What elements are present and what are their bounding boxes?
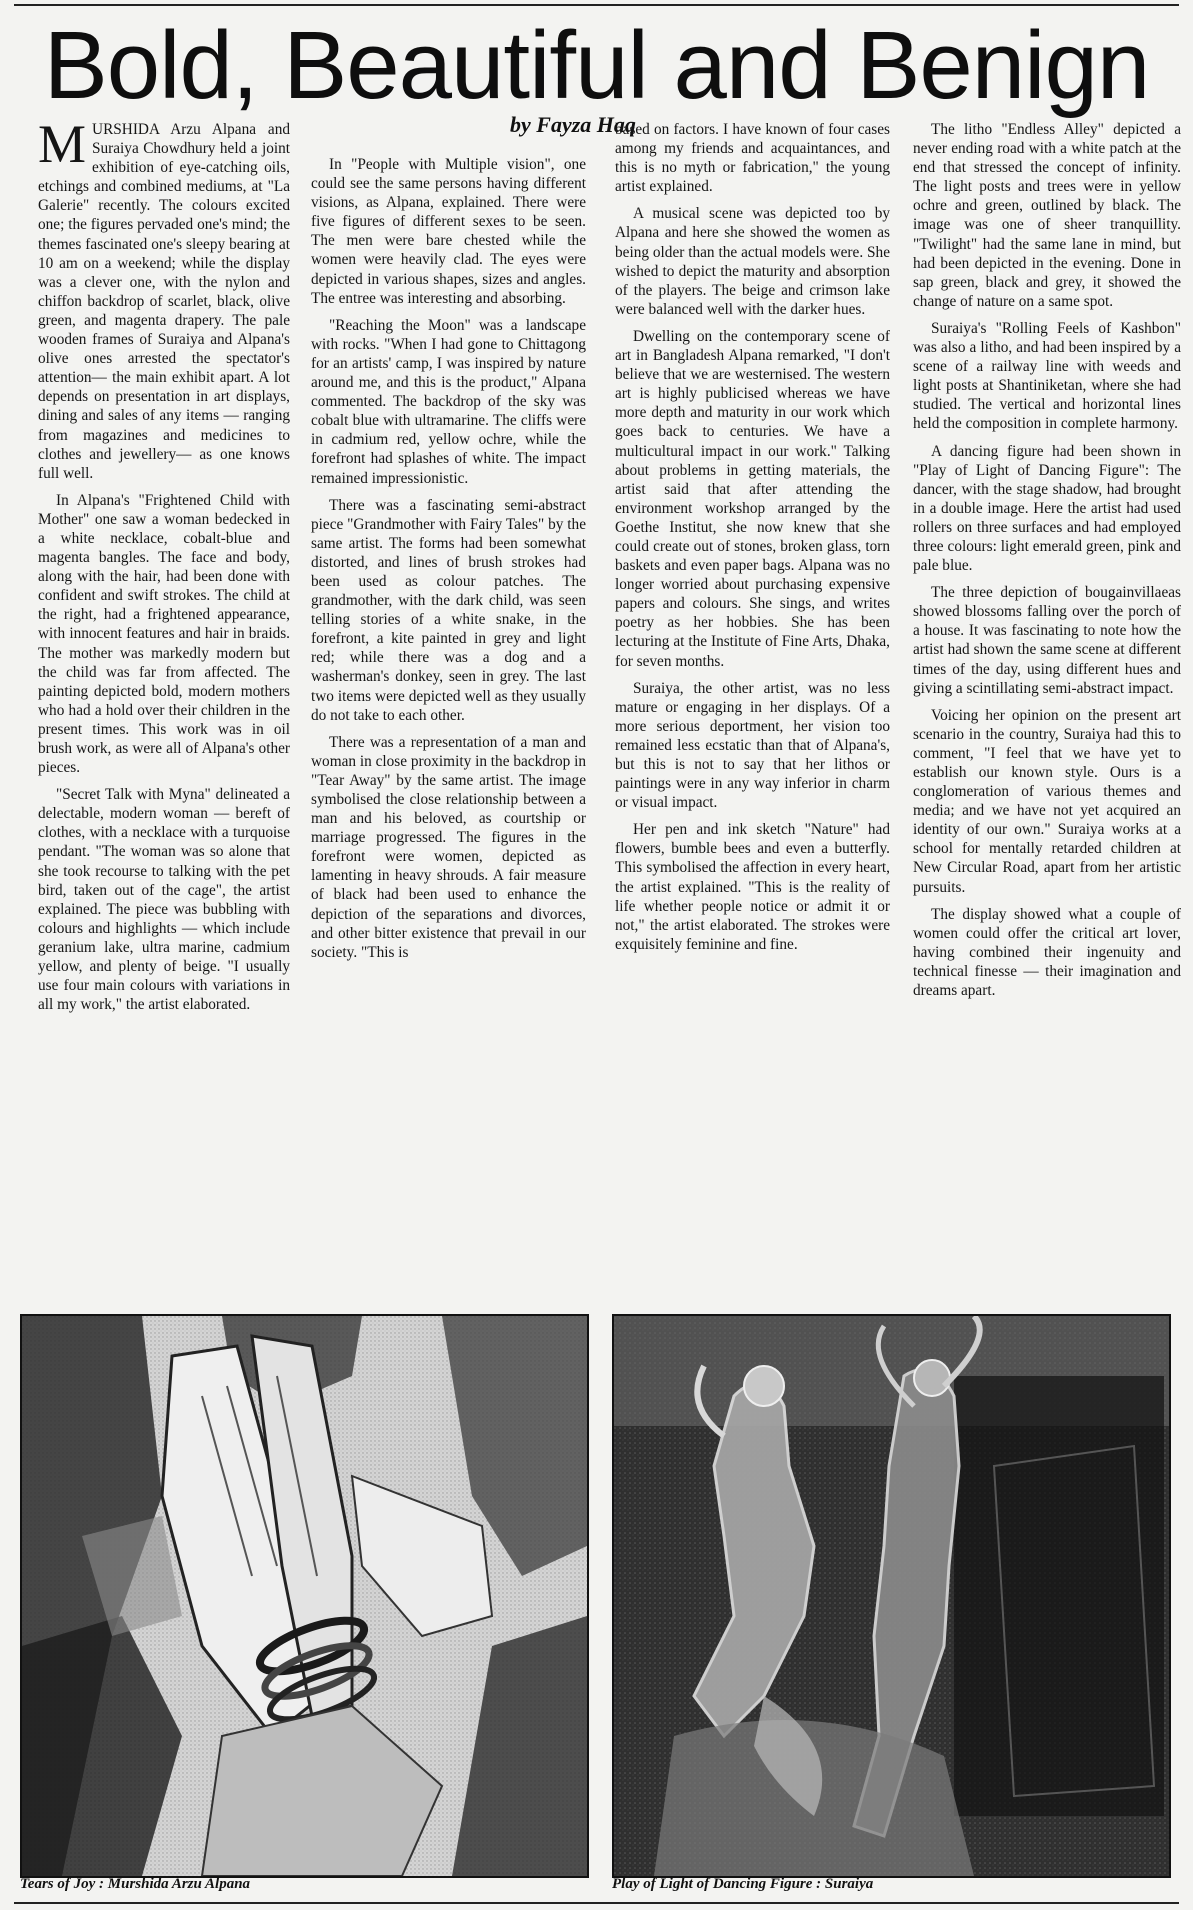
- byline: by Fayza Haq: [510, 112, 636, 137]
- article-paragraph: "Reaching the Moon" was a landscape with rocks. "When I had gone to Chittagong for an artists' camp, I was inspired by nature around me, and this is the product," Alpana commented. The backdrop of the sky was cobalt blue with ultramarine. The cliffs were in cadmium red, yellow ochre, while the forefront had splashes of white. The impact remained impressionistic.: [311, 316, 586, 487]
- photo-caption: Tears of Joy : Murshida Arzu Alpana: [20, 1876, 251, 1892]
- artwork-photo-dancing-figure: [612, 1314, 1171, 1878]
- article-paragraph: A dancing figure had been shown in "Play of Light of Dancing Figure": The dancer, with the stage shadow, had brought in a double image. Here the artist had used rollers on three surfaces and had employed three colours: light emerald green, pink and pale blue.: [913, 442, 1181, 575]
- article-paragraph: There was a fascinating semi-abstract piece "Grandmother with Fairy Tales" by the same artist. The forms had been somewhat distorted, and lines of brush strokes had been used as colour patches. The grandmother, with the dark child, was seen telling stories of a white snake, in the forefront, a kite painted in grey and light red; while there was a dog and a washerman's donkey, seen in grey. The last two items were depicted well as they usually do not take to each other.: [311, 496, 586, 724]
- article-column-2: [311, 155, 586, 1308]
- article-paragraph: "Secret Talk with Myna" delineated a delectable, modern woman — bereft of clothes, with a necklace with a turquoise pendant. "The woman was so alone that she took recourse to talking with the pet bird, taken out of the cage", the artist explained. The piece was bubbling with colours and highlights — which include geranium lake, ultra marine, cadmium yellow, and plenty of beige. "I usually use four main colours with variations in all my work," the artist elaborated.: [38, 786, 290, 1014]
- bottom-rule: [14, 1902, 1179, 1904]
- article-paragraph: The three depiction of bougainvillaeas showed blossoms falling over the porch of a house. It was fascinating to note how the artist had shown the same scene at different times of the day, using different hues and giving a scintillating semi-abstract impact.: [913, 584, 1181, 697]
- article-paragraph: Suraiya, the other artist, was no less mature or engaging in her displays. Of a more serious deportment, her vision too remained less ecstatic than that of Alpana's, but this is not to say that her lithos or paintings were in any way inferior in charm or visual impact.: [615, 679, 890, 812]
- dancing-figure-litho: [614, 1316, 1169, 1876]
- article-paragraph: MURSHIDA Arzu Alpana and Suraiya Chowdhury held a joint exhibition of eye-catching oils, etchings and combined mediums, at "La Galerie" recently. The colours excited one; the figures pervaded one's mind; the themes fascinated one's sleepy bearing at 10 am on a weekend; while the display was a clever one, with the nylon and chiffon backdrop of scarlet, black, olive green, and magenta drapery. The pale wooden frames of Suraiya and Alpana's olive ones arrested the spectator's attention— the main exhibit apart. A lot depends on presentation in art displays, dining and sales of any items — ranging from magazines and medicines to clothes and jewellery— as one knows full well.: [38, 120, 290, 482]
- photo-caption: Play of Light of Dancing Figure : Suraiya: [612, 1876, 874, 1892]
- article-paragraph: In Alpana's "Frightened Child with Mother" one saw a woman bedecked in a white necklace, cobalt-blue and magenta bangles. The face and body, along with the hair, had been done with confident and swift strokes. The child at the right, had a frightened appearance, with innocent features and hair in braids. The mother was markedly modern but the child was far from affected. The painting depicted bold, modern mothers who had a hold over their children in the present times. This work was in oil brush work, as were all of Alpana's other pieces.: [38, 491, 290, 777]
- article-column-3: [615, 120, 890, 1308]
- article-paragraph: Her pen and ink sketch "Nature" had flowers, bumble bees and even a butterfly. This symbolised the affection in every heart, the artist explained. "This is the reality of life whether people notice or admit it or not," the artist elaborated. The strokes were exquisitely feminine and fine.: [615, 821, 890, 953]
- article-paragraph: A musical scene was depicted too by Alpana and here she showed the women as being older than the actual models were. She wished to depict the maturity and absorption of the players. The beige and crimson lake were balanced well with the darker hues.: [615, 205, 890, 318]
- article-paragraph: In "People with Multiple vision", one could see the same persons having different visions, as Alpana, explained. There were five figures of different sexes to be seen. The men were bare chested while the women were heavily clad. The eyes were depicted in various shapes, sizes and angles. The entree was interesting and absorbing.: [311, 156, 586, 307]
- article-paragraph: There was a representation of a man and woman in close proximity in the backdrop in "Tear Away" by the same artist. The image symbolised the close relationship between a man and his beloved, as courtship or marriage progressed. The figures in the forefront were women, depicted as lamenting in heavy shrouds. A fair measure of black had been used to enhance the depiction of the separations and divorces, and other bitter existence that prevail in our society. "This is: [311, 733, 586, 961]
- article-paragraph: Voicing her opinion on the present art scenario in the country, Suraiya had this to comment, "I feel that we have yet to establish our known style. Ours is a conglomeration of various themes and media; and we have not yet acquired an identity of our own." Suraiya works at a school for mentally retarded children at New Circular Road, apart from her artistic pursuits.: [913, 706, 1181, 896]
- article-paragraph: Dwelling on the contemporary scene of art in Bangladesh Alpana remarked, "I don't believe that we are westernised. The western art is highly publicised whereas we have more depth and maturity in our work which goes back to centuries. We have a multicultural impact in our work." Talking about problems in getting materials, the artist said that after attending the environment workshop arranged by the Goethe Institut, she now knew that she could create out of stones, broken glass, torn baskets and even paper bags. Alpana was no longer worried about purchasing expensive papers and colours. She sings, and writes poetry as her hobbies. She has been lecturing at the Institute of Fine Arts, Dhaka, for seven months.: [615, 327, 890, 670]
- top-rule: [14, 4, 1179, 12]
- article-paragraph: Suraiya's "Rolling Feels of Kashbon" was also a litho, and had been inspired by a scene of a railway line with weeds and light posts at Shantiniketan, where she had studied. The vertical and horizontal lines held the composition in complete harmony.: [913, 319, 1181, 433]
- praying-hands-painting: [22, 1316, 587, 1876]
- article-column-1: [38, 120, 290, 1308]
- article-paragraph: The litho "Endless Alley" depicted a never ending road with a white patch at the end that stressed the concept of infinity. The light posts and trees were in yellow ochre and green, outlined by black. The image was one of sheer tranquillity. "Twilight" had the same lane in mind, but had been depicted in the evening. Done in sap green, black and grey, it showed the change of nature on a same spot.: [913, 121, 1181, 310]
- headline: Bold, Beautiful and Benign: [43, 12, 1150, 119]
- drop-cap: M: [38, 120, 87, 174]
- article-paragraph: The display showed what a couple of women could offer the critical art lover, having combined their ingenuity and technical finesse — their imagination and dreams apart.: [913, 905, 1181, 1000]
- article-column-4: [913, 120, 1181, 1308]
- article-paragraph: based on factors. I have known of four cases among my friends and acquaintances, and this is no myth or fabrication," the young artist explained.: [615, 121, 890, 196]
- artwork-photo-tears-of-joy: [20, 1314, 589, 1878]
